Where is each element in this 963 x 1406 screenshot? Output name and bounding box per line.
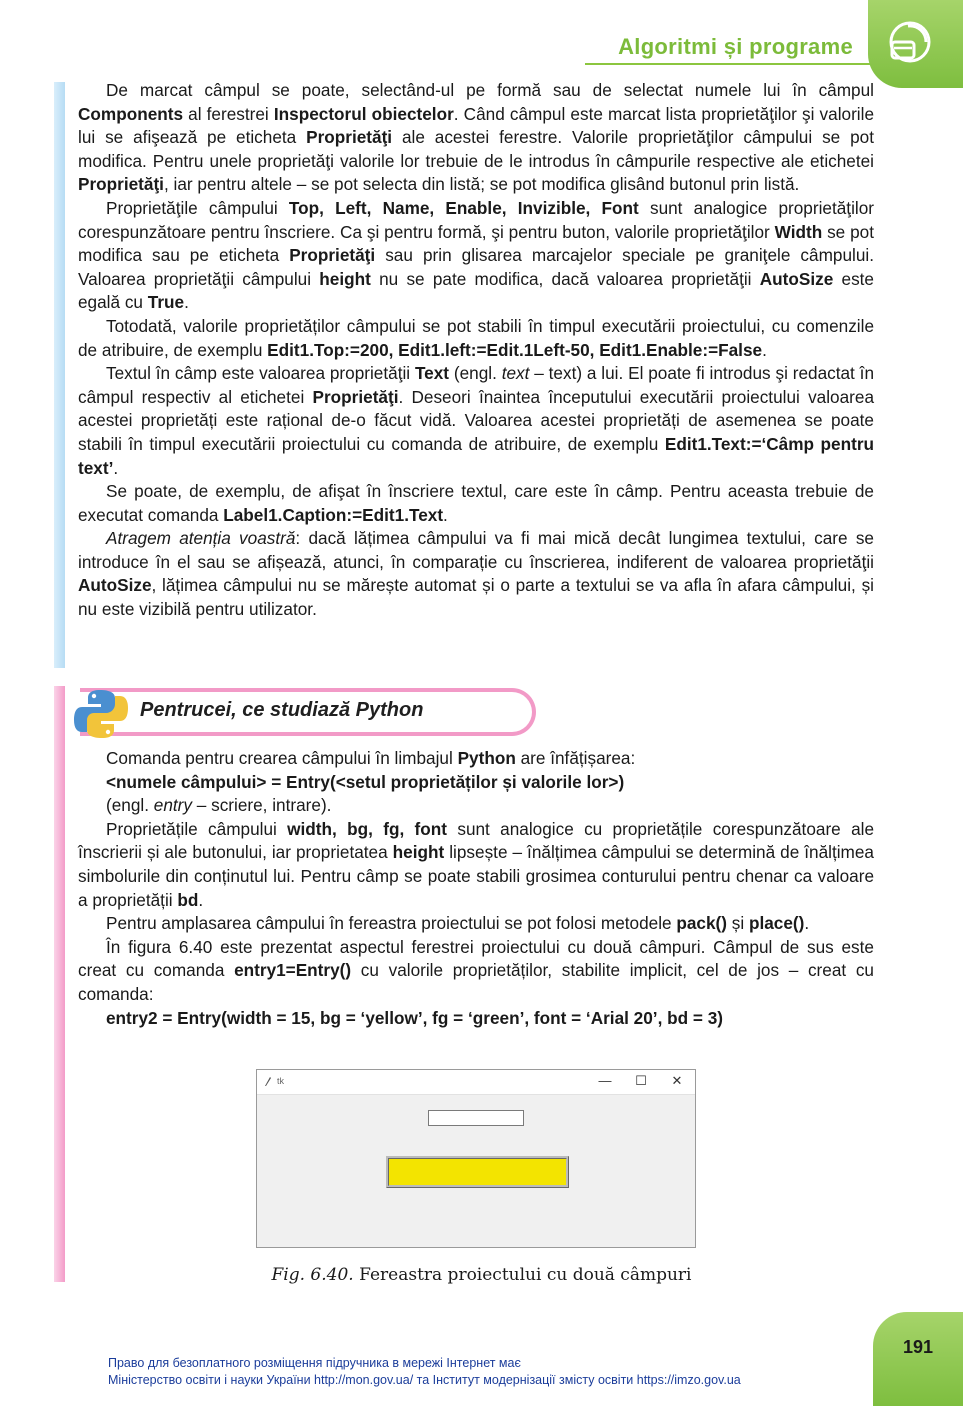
feather-icon xyxy=(263,1075,273,1087)
entry2-field[interactable] xyxy=(386,1156,569,1188)
side-bar-blue xyxy=(54,82,65,668)
syntax-line: <numele câmpului> = Entry(<setul proprietăților și valorile lor>) xyxy=(106,771,625,792)
paragraph: (engl. entry – scriere, intrare). xyxy=(106,795,332,816)
close-button[interactable]: ✕ xyxy=(671,1073,683,1088)
paragraph: De marcat câmpul se poate, selectând-ul pe formă sau de selectat numele lui în câmpul Components al ferestrei Inspectorul obiectelor. Când câmpul este marcat lista proprietăţilor şi valorile lui se afişează pe eticheta Proprietăţi ale acestei ferestre. Valorile proprietăţilor câmpului se pot modifica. Pentru unele proprietăţi valorile lor trebuie de le introdus în câmpurile respective ale etichetei Proprietăţi, iar pentru altele – se pot selecta din listă; se pot modifica glisând butonul prin listă. xyxy=(78,80,875,195)
paragraph: Se poate, de exemplu, de afişat în înscriere textul, care este în câmp. Pentru aceasta trebuie de executat comanda Label1.Caption:=Edit1.Text. xyxy=(78,481,874,525)
side-bar-pink xyxy=(54,686,65,1282)
paragraph: Proprietățile câmpului width, bg, fg, font sunt analogice cu proprietățile corespunzătoare ale înscrierii și ale butonului, iar proprietatea height lipsește – înălțimea câmpului se determină de înălțimea simbolurile din conținutul lui. Pentru câmp se poate stabili grosimea conturului pentru chenar ca valoare a proprietății bd. xyxy=(78,818,874,910)
paragraph: În figura 6.40 este prezentat aspectul ferestrei proiectului cu două câmpuri. Câmpul de sus este creat cu comanda entry1=Entry() cu valorile proprietăților, stabilite implicit, cel de jos – creat cu comanda: xyxy=(78,936,874,1004)
python-text xyxy=(78,747,874,1030)
python-logo-icon xyxy=(72,684,130,742)
paragraph: Atragem atenția voastră: dacă lățimea câmpului va fi mai mică decât lungimea textului, care se introduce în el sau se afișează, atunci, în comparație cu înscrierea, indiferent de valoarea proprietăţii AutoSize, lățimea câmpului nu se mărește automat și o parte a textului se va afla în afara câmpului, și nu este vizibilă pentru utilizator. xyxy=(78,528,874,620)
page-number: 191 xyxy=(902,1337,934,1357)
main-text xyxy=(78,79,874,622)
paragraph: Totodată, valorile proprietăților câmpului se pot stabili în timpul executării proiectului, cu comenzile de atribuire, de exemplu Edit1.Top:=200, Edit1.left:=Edit.1Left-50, Edit1.Enable:=False. xyxy=(78,315,874,360)
footer-line: Міністерство освіти і науки України http://mon.gov.ua/ та Інститут модернізації змісту освіти https://imzo.gov.ua xyxy=(108,1373,741,1387)
header-rule xyxy=(585,63,870,65)
paragraph: Pentru amplasarea câmpului în fereastra proiectului se pot folosi metodele pack() și place(). xyxy=(106,913,810,934)
footer xyxy=(108,1355,741,1389)
window-titlebar xyxy=(257,1070,695,1095)
paragraph: Textul în câmp este valoarea proprietăţii Text (engl. text – text) a lui. El poate fi introdus şi redactat în câmpul respectiv al etichetei Proprietăţi. Deseori înaintea începutului executării proiectului valoarea acestei proprietăți este rațional de-o făcut vidă. Valoarea acestei proprietăți de asemenea se poate stabili în timpul executării proiectului cu comanda de atribuire, de exemplu Edit1.Text:=‘Câmp pentru text’. xyxy=(78,363,875,478)
code-line: entry2 = Entry(width = 15, bg = ‘yellow’, fg = ‘green’, font = ‘Arial 20’, bd = 3) xyxy=(106,1007,723,1028)
entry1-field[interactable] xyxy=(428,1110,524,1126)
figure-caption: Fig. 6.40. Fereastra proiectului cu două câmpuri xyxy=(271,1265,692,1285)
corner-tab xyxy=(868,0,963,88)
window-title: tk xyxy=(277,1076,285,1086)
maximize-button[interactable]: ☐ xyxy=(635,1073,647,1088)
footer-line: Право для безоплатного розміщення підручника в мережі Інтернет має xyxy=(108,1356,521,1370)
figure-tk-window xyxy=(256,1069,696,1248)
algorithm-icon xyxy=(886,20,934,68)
paragraph: Proprietăţile câmpului Top, Left, Name, Enable, Invizible, Font sunt analogice proprietăţilor corespunzătoare pentru înscriere. Ca şi pentru formă, şi pentru buton, valorile proprietăţilor Width se pot modifica sau pe eticheta Proprietăţi sau prin glisarea marcajelor speciale pe graniţele câmpului. Valoarea proprietăţii câmpului height nu se pate modifica, dacă valoarea proprietăţii AutoSize este egală cu True. xyxy=(78,197,874,313)
banner-title: Pentrucei, ce studiază Python xyxy=(140,699,424,721)
section-title: Algoritmi și programe xyxy=(618,34,853,59)
page-number-tab xyxy=(873,1312,963,1406)
minimize-button[interactable]: — xyxy=(598,1073,612,1088)
paragraph: Comanda pentru crearea câmpului în limbajul Python are înfățișarea: xyxy=(106,748,636,768)
python-banner xyxy=(80,688,536,736)
